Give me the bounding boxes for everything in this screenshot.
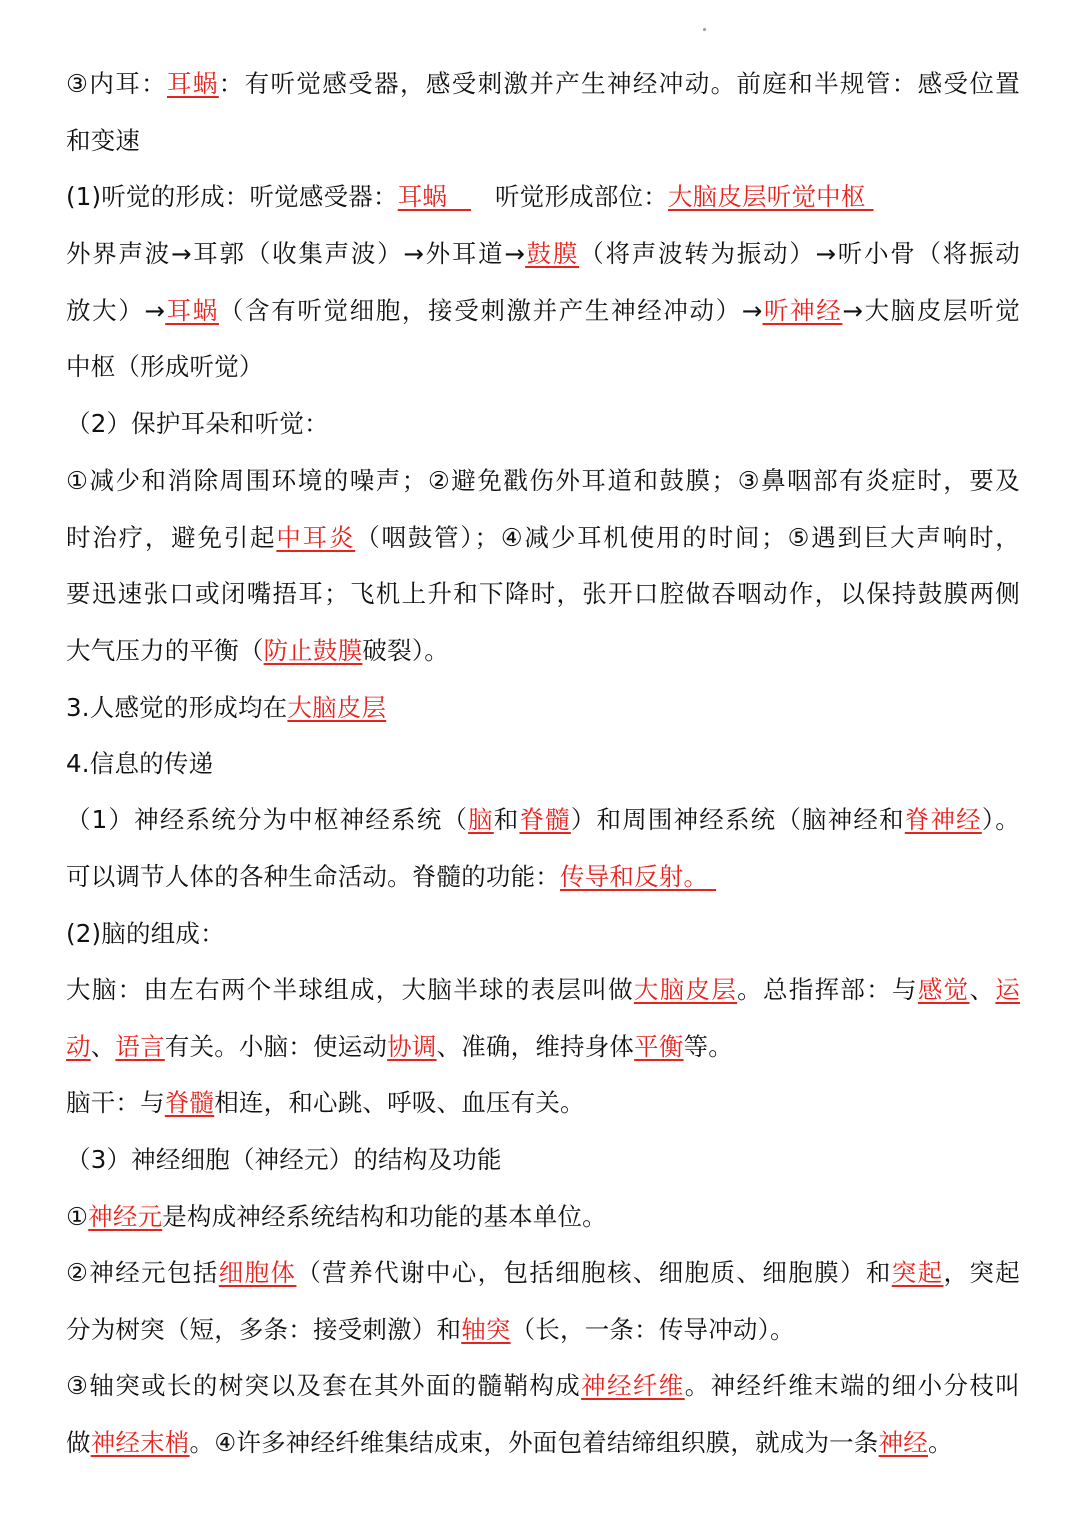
text-segment: ②神经元包括: [66, 1258, 219, 1287]
page-dot-mark: [703, 28, 706, 31]
highlighted-answer: 细胞体: [218, 1258, 297, 1287]
text-line: [66, 401, 1020, 447]
text-line: [66, 1363, 1020, 1409]
text-segment: 4.信息的传递: [66, 749, 214, 778]
text-line: [66, 288, 1020, 334]
text-segment: ③轴突或长的树突以及套在其外面的髓鞘构成: [66, 1371, 582, 1400]
text-segment: （咽鼓管）；④减少耳机使用的时间；⑤遇到巨大声响时，: [355, 523, 1020, 552]
text-segment: （2）保护耳朵和听觉：: [66, 409, 329, 438]
highlighted-answer: 感觉: [917, 975, 970, 1004]
text-segment: （将声波转为振动）→听小骨（将振动: [579, 239, 1021, 268]
text-segment: 相连，和心跳、呼吸、血压有关。: [214, 1088, 585, 1117]
text-segment: 。总指挥部：与: [737, 975, 918, 1004]
text-segment: (1)听觉的形成：听觉感受器：: [66, 182, 398, 211]
highlighted-answer: 脊髓: [164, 1088, 215, 1117]
text-line: [66, 628, 1020, 674]
text-line: [66, 344, 1020, 390]
text-line: [66, 458, 1020, 504]
text-segment: 听觉形成部位：: [471, 182, 668, 211]
text-segment: 破裂）。: [362, 636, 449, 665]
text-segment: 等。: [683, 1032, 733, 1061]
text-segment: （营养代谢中心，包括细胞核、细胞质、细胞膜）和: [296, 1258, 892, 1287]
text-line: [66, 174, 1020, 220]
text-segment: 。神经纤维末端的细小分枝叫: [684, 1371, 1020, 1400]
highlighted-answer: 鼓膜: [525, 239, 580, 268]
highlighted-answer: 神经: [878, 1428, 928, 1457]
text-segment: 。④许多神经纤维集结成束，外面包着结缔组织膜，就成为一条: [189, 1428, 879, 1457]
text-segment: ）和周围神经系统（脑神经和: [570, 805, 905, 834]
highlighted-answer: 大脑皮层: [633, 975, 738, 1004]
text-line: [66, 797, 1020, 843]
text-segment: 3.人感觉的形成均在: [66, 693, 288, 722]
highlighted-answer: 耳蜗: [165, 296, 219, 325]
highlighted-answer: 语言: [115, 1032, 165, 1061]
text-line: [66, 1250, 1020, 1296]
text-segment: →大脑皮层听觉: [842, 296, 1020, 325]
text-line: [66, 685, 1020, 731]
text-line: [66, 1024, 1020, 1070]
text-segment: 是构成神经系统结构和功能的基本单位。: [162, 1202, 607, 1231]
text-line: [66, 854, 1020, 900]
text-segment: ①减少和消除周围环境的噪声；②避免戳伤外耳道和鼓膜；③鼻咽部有炎症时，要及: [66, 466, 1020, 495]
highlighted-answer: 动: [66, 1032, 91, 1061]
text-segment: ）。: [981, 805, 1020, 834]
text-segment: ：有听觉感受器，感受刺激并产生神经冲动。前庭和半规管：感受位置: [218, 69, 1020, 98]
text-line: [66, 231, 1020, 277]
highlighted-answer: 传导和反射。: [560, 862, 717, 891]
text-segment: 大脑：由左右两个半球组成，大脑半球的表层叫做: [66, 975, 634, 1004]
text-segment: 和变速: [66, 126, 141, 155]
text-line: [66, 967, 1020, 1013]
text-segment: （含有听觉细胞，接受刺激并产生神经冲动）→: [218, 296, 763, 325]
text-segment: 、: [90, 1032, 116, 1061]
text-segment: ，突起: [943, 1258, 1020, 1287]
text-segment: 大气压力的平衡（: [66, 636, 264, 665]
text-segment: ③内耳：: [66, 69, 167, 98]
text-line: [66, 118, 1020, 164]
text-segment: 可以调节人体的各种生命活动。脊髓的功能：: [66, 862, 560, 891]
text-segment: 时治疗，避免引起: [66, 523, 277, 552]
highlighted-answer: 脊髓: [519, 805, 571, 834]
highlighted-answer: 协调: [387, 1032, 437, 1061]
highlighted-answer: 神经元: [88, 1202, 163, 1231]
text-line: [66, 1307, 1020, 1353]
text-segment: 和: [493, 805, 520, 834]
text-segment: 、准确，维持身体: [436, 1032, 635, 1061]
text-line: [66, 1080, 1020, 1126]
text-line: [66, 1194, 1020, 1240]
text-line: [66, 741, 1020, 787]
highlighted-answer: 中耳炎: [276, 523, 356, 552]
text-segment: （1）神经系统分为中枢神经系统（: [66, 805, 469, 834]
text-segment: 。: [927, 1428, 953, 1457]
text-segment: 要迅速张口或闭嘴捂耳；飞机上升和下降时，张开口腔做吞咽动作，以保持鼓膜两侧: [66, 579, 1020, 608]
highlighted-answer: 听神经: [762, 296, 843, 325]
text-line: [66, 911, 1020, 957]
text-segment: 做: [66, 1428, 91, 1457]
highlighted-answer: 耳蜗: [397, 182, 472, 211]
text-line: [66, 1137, 1020, 1183]
text-segment: 中枢（形成听觉）: [66, 352, 264, 381]
text-segment: (2)脑的组成：: [66, 919, 225, 948]
text-segment: 分为树突（短，多条：接受刺激）和: [66, 1315, 462, 1344]
text-line: [66, 1420, 1020, 1466]
text-line: [66, 571, 1020, 617]
highlighted-answer: 大脑皮层听觉中枢: [667, 182, 874, 211]
text-segment: （3）神经细胞（神经元）的结构及功能: [66, 1145, 502, 1174]
text-segment: 脑干：与: [66, 1088, 165, 1117]
highlighted-answer: 轴突: [461, 1315, 511, 1344]
highlighted-answer: 突起: [891, 1258, 944, 1287]
text-segment: 有关。小脑：使运动: [164, 1032, 388, 1061]
highlighted-answer: 防止鼓膜: [263, 636, 363, 665]
highlighted-answer: 运: [995, 975, 1021, 1004]
highlighted-answer: 耳蜗: [167, 69, 219, 98]
text-segment: 、: [969, 975, 996, 1004]
highlighted-answer: 神经末梢: [90, 1428, 190, 1457]
highlighted-answer: 神经纤维: [581, 1371, 685, 1400]
text-segment: ①: [66, 1202, 89, 1231]
highlighted-answer: 大脑皮层: [287, 693, 387, 722]
text-segment: （长，一条：传导冲动）。: [510, 1315, 795, 1344]
highlighted-answer: 脑: [468, 805, 494, 834]
highlighted-answer: 平衡: [634, 1032, 684, 1061]
text-line: [66, 61, 1020, 107]
highlighted-answer: 脊神经: [904, 805, 982, 834]
text-line: [66, 515, 1020, 561]
text-segment: 放大）→: [66, 296, 166, 325]
text-segment: 外界声波→耳郭（收集声波）→外耳道→: [66, 239, 526, 268]
